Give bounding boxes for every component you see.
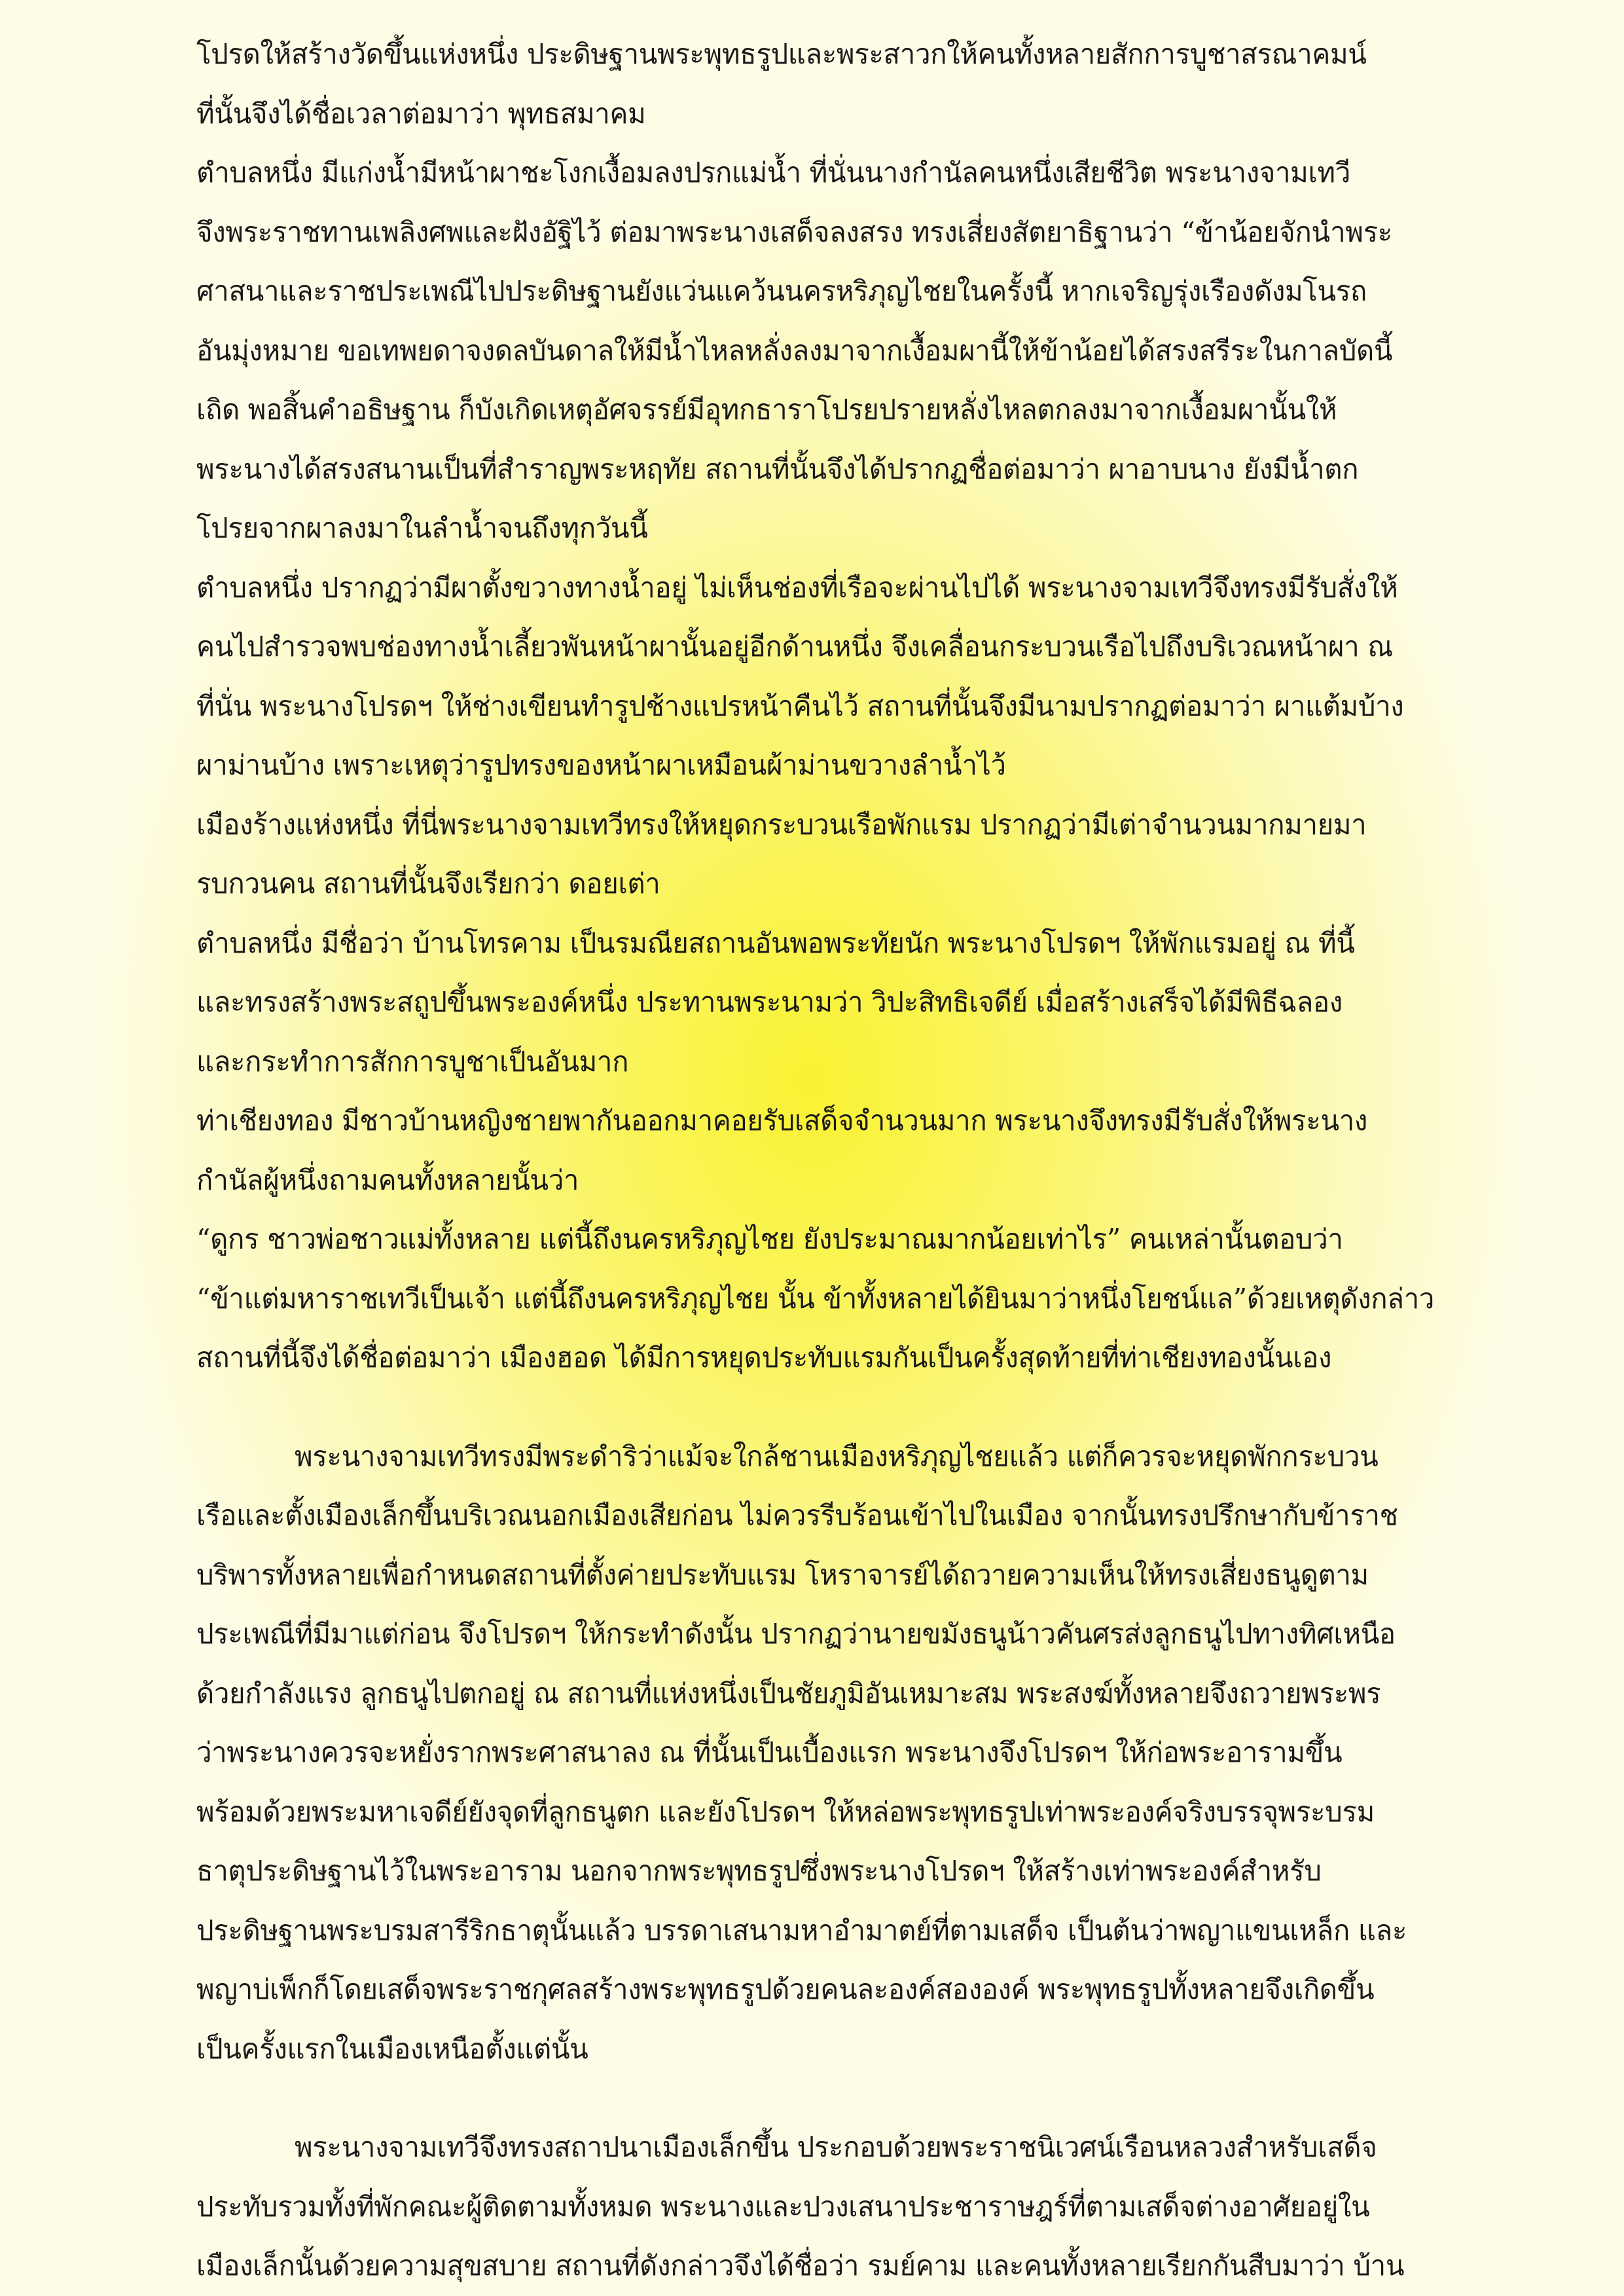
text-line: ตำบลหนึ่ง ปรากฏว่ามีผาตั้งขวางทางน้ำอยู่ ไม่เห็นช่องที่เรือจะผ่านไปได้ พระนางจามเทวีจึงทรงมีรับสั่งให้ bbox=[196, 571, 1398, 604]
text-line: ศาสนาและราชประเพณีไปประดิษฐานยังแว่นแคว้นนครหริภุญไชยในครั้งนี้ หากเจริญรุ่งเรืองดังมโนรถ bbox=[196, 275, 1367, 307]
document-body bbox=[196, 25, 1440, 2296]
text-line: และกระทำการสักการบูชาเป็นอันมาก bbox=[196, 1045, 629, 1078]
paragraph-tha-chiang-thong bbox=[196, 1091, 1440, 1388]
paragraph-doi-tao bbox=[196, 795, 1440, 914]
paragraph-spacer bbox=[196, 2079, 1440, 2118]
paragraph-pha-taem bbox=[196, 558, 1440, 795]
text-line: พระนางจามเทวีจึงทรงสถาปนาเมืองเล็กขึ้น ประกอบด้วยพระราชนิเวศน์เรือนหลวงสำหรับเสด็จ bbox=[295, 2131, 1377, 2163]
text-line: ประเพณีที่มีมาแต่ก่อน จึงโปรดฯ ให้กระทำดังนั้น ปรากฏว่านายขมังธนูน้าวคันศรส่งลูกธนูไปทางทิศเหนือ bbox=[196, 1618, 1396, 1650]
text-line: เป็นครั้งแรกในเมืองเหนือตั้งแต่นั้น bbox=[196, 2032, 588, 2065]
text-line: พระนางได้สรงสนานเป็นที่สำราญพระหฤทัย สถานที่นั้นจึงได้ปรากฏชื่อต่อมาว่า ผาอาบนาง ยังมีน้ำตก bbox=[196, 452, 1359, 485]
text-line: เรือและตั้งเมืองเล็กขึ้นบริเวณนอกเมืองเสียก่อน ไม่ควรรีบร้อนเข้าไปในเมือง จากนั้นทรงปรึกษากับข้าราช bbox=[196, 1499, 1398, 1531]
text-line: ธาตุประดิษฐานไว้ในพระอาราม นอกจากพระพุทธรูปซึ่งพระนางโปรดฯ ให้สร้างเท่าพระองค์สำหรับ bbox=[196, 1855, 1322, 1887]
text-line: ว่าพระนางควรจะหยั่งรากพระศาสนาลง ณ ที่นั้นเป็นเบื้องแรก พระนางจึงโปรดฯ ให้ก่อพระอารามขึ้น bbox=[196, 1736, 1343, 1768]
text-line: ตำบลหนึ่ง มีแก่งน้ำมีหน้าผาชะโงกเงื้อมลงปรกแม่น้ำ ที่นั่นนางกำนัลคนหนึ่งเสียชีวิต พระนางจามเทวี bbox=[196, 156, 1350, 189]
paragraph-pha-ab-nang bbox=[196, 143, 1440, 558]
paragraph-spacer bbox=[196, 1388, 1440, 1427]
text-line: ด้วยกำลังแรง ลูกธนูไปตกอยู่ ณ สถานที่แห่งหนึ่งเป็นชัยภูมิอันเหมาะสม พระสงฆ์ทั้งหลายจึงถวายพระพร bbox=[196, 1677, 1381, 1709]
text-line: จึงพระราชทานเพลิงศพและฝังอัฐิไว้ ต่อมาพระนางเสด็จลงสรง ทรงเสี่ยงสัตยาธิฐานว่า “ข้าน้อยจักนำพระ bbox=[196, 215, 1392, 248]
text-line: เมืองเล็กนั้นด้วยความสุขสบาย สถานที่ดังกล่าวจึงได้ชื่อว่า รมย์คาม และคนทั้งหลายเรียกกันสืบมาว่า บ้าน bbox=[196, 2250, 1405, 2282]
text-line: ที่นั่น พระนางโปรดฯ ให้ช่างเขียนทำรูปช้างแปรหน้าคืนไว้ สถานที่นั้นจึงมีนามปรากฏต่อมาว่า ผาแต้มบ้าง bbox=[196, 689, 1404, 722]
text-line: ตำบลหนึ่ง มีชื่อว่า บ้านโทรคาม เป็นรมณียสถานอันพอพระทัยนัก พระนางโปรดฯ ให้พักแรมอยู่ ณ ที่นี้ bbox=[196, 926, 1355, 959]
text-line: บริพารทั้งหลายเพื่อกำหนดสถานที่ตั้งค่ายประทับแรม โหราจารย์ได้ถวายความเห็นให้ทรงเสี่ยงธนูดูตาม bbox=[196, 1558, 1369, 1591]
text-line: ที่นั้นจึงได้ชื่อเวลาต่อมาว่า พุทธสมาคม bbox=[196, 97, 646, 130]
text-line: รบกวนคน สถานที่นั้นจึงเรียกว่า ดอยเต่า bbox=[196, 867, 660, 900]
text-line: และทรงสร้างพระสถูปขึ้นพระองค์หนึ่ง ประทานพระนามว่า วิปะสิทธิเจดีย์ เมื่อสร้างเสร็จได้มีพิธีฉลอง bbox=[196, 986, 1343, 1018]
text-line: “ข้าแต่มหาราชเทวีเป็นเจ้า แต่นี้ถึงนครหริภุญไชย นั้น ข้าทั้งหลายได้ยินมาว่าหนึ่งโยชน์แล”ด้วยเหตุดังกล่าว bbox=[196, 1282, 1434, 1315]
text-line: โปรยจากผาลงมาในลำน้ำจนถึงทุกวันนี้ bbox=[196, 512, 648, 544]
paragraph-arrow-divination bbox=[196, 1427, 1440, 2079]
text-line: ประดิษฐานพระบรมสารีริกธาตุนั้นแล้ว บรรดาเสนามหาอำมาตย์ที่ตามเสด็จ เป็นต้นว่าพญาแขนเหล็ก และ bbox=[196, 1914, 1407, 1946]
text-line: สถานที่นี้จึงได้ชื่อต่อมาว่า เมืองฮอด ได้มีการหยุดประทับแรมกันเป็นครั้งสุดท้ายที่ท่าเชียงทองนั้นเอง bbox=[196, 1341, 1332, 1374]
text-line: กำนัลผู้หนึ่งถามคนทั้งหลายนั้นว่า bbox=[196, 1163, 579, 1196]
text-line: พระนางจามเทวีทรงมีพระดำริว่าแม้จะใกล้ชานเมืองหริภุญไชยแล้ว แต่ก็ควรจะหยุดพักกระบวน bbox=[295, 1440, 1379, 1472]
paragraph-ban-thorakham bbox=[196, 914, 1440, 1092]
text-line: พญาบ่เพ็กก็โดยเสด็จพระราชกุศลสร้างพระพุทธรูปด้วยคนละองค์สององค์ พระพุทธรูปทั้งหลายจึงเกิดขึ้น bbox=[196, 1973, 1375, 2005]
text-line: คนไปสำรวจพบช่องทางน้ำเลี้ยวพันหน้าผานั้นอยู่อีกด้านหนึ่ง จึงเคลื่อนกระบวนเรือไปถึงบริเวณหน้าผา ณ bbox=[196, 630, 1393, 663]
paragraph-rommakham bbox=[196, 2118, 1440, 2296]
text-line: เถิด พอสิ้นคำอธิษฐาน ก็บังเกิดเหตุอัศจรรย์มีอุทกธาราโปรยปรายหลั่งไหลตกลงมาจากเงื้อมผานั้นให้ bbox=[196, 393, 1337, 426]
text-line: โปรดให้สร้างวัดขึ้นแห่งหนึ่ง ประดิษฐานพระพุทธรูปและพระสาวกให้คนทั้งหลายสักการบูชาสรณาคมน์ bbox=[196, 38, 1367, 70]
text-line: อันมุ่งหมาย ขอเทพยดาจงดลบันดาลให้มีน้ำไหลหลั่งลงมาจากเงื้อมผานี้ให้ข้าน้อยได้สรงสรีระในกาลบัดนี้ bbox=[196, 334, 1393, 367]
text-line: พร้อมด้วยพระมหาเจดีย์ยังจุดที่ลูกธนูตก และยังโปรดฯ ให้หล่อพระพุทธรูปเท่าพระองค์จริงบรรจุพระบรม bbox=[196, 1795, 1375, 1828]
text-line: ประทับรวมทั้งที่พักคณะผู้ติดตามทั้งหมด พระนางและปวงเสนาประชาราษฎร์ที่ตามเสด็จต่างอาศัยอยู่ใน bbox=[196, 2190, 1370, 2223]
text-line: ผาม่านบ้าง เพราะเหตุว่ารูปทรงของหน้าผาเหมือนผ้าม่านขวางลำน้ำไว้ bbox=[196, 749, 1006, 781]
text-line: ท่าเชียงทอง มีชาวบ้านหญิงชายพากันออกมาคอยรับเสด็จจำนวนมาก พระนางจึงทรงมีรับสั่งให้พระนาง bbox=[196, 1104, 1367, 1137]
paragraph-buddha-samakhom bbox=[196, 25, 1440, 143]
text-line: เมืองร้างแห่งหนึ่ง ที่นี่พระนางจามเทวีทรงให้หยุดกระบวนเรือพักแรม ปรากฏว่ามีเต่าจำนวนมากมายมา bbox=[196, 808, 1367, 841]
text-line: “ดูกร ชาวพ่อชาวแม่ทั้งหลาย แต่นี้ถึงนครหริภุญไชย ยังประมาณมากน้อยเท่าไร” คนเหล่านั้นตอบว่า bbox=[196, 1223, 1343, 1255]
